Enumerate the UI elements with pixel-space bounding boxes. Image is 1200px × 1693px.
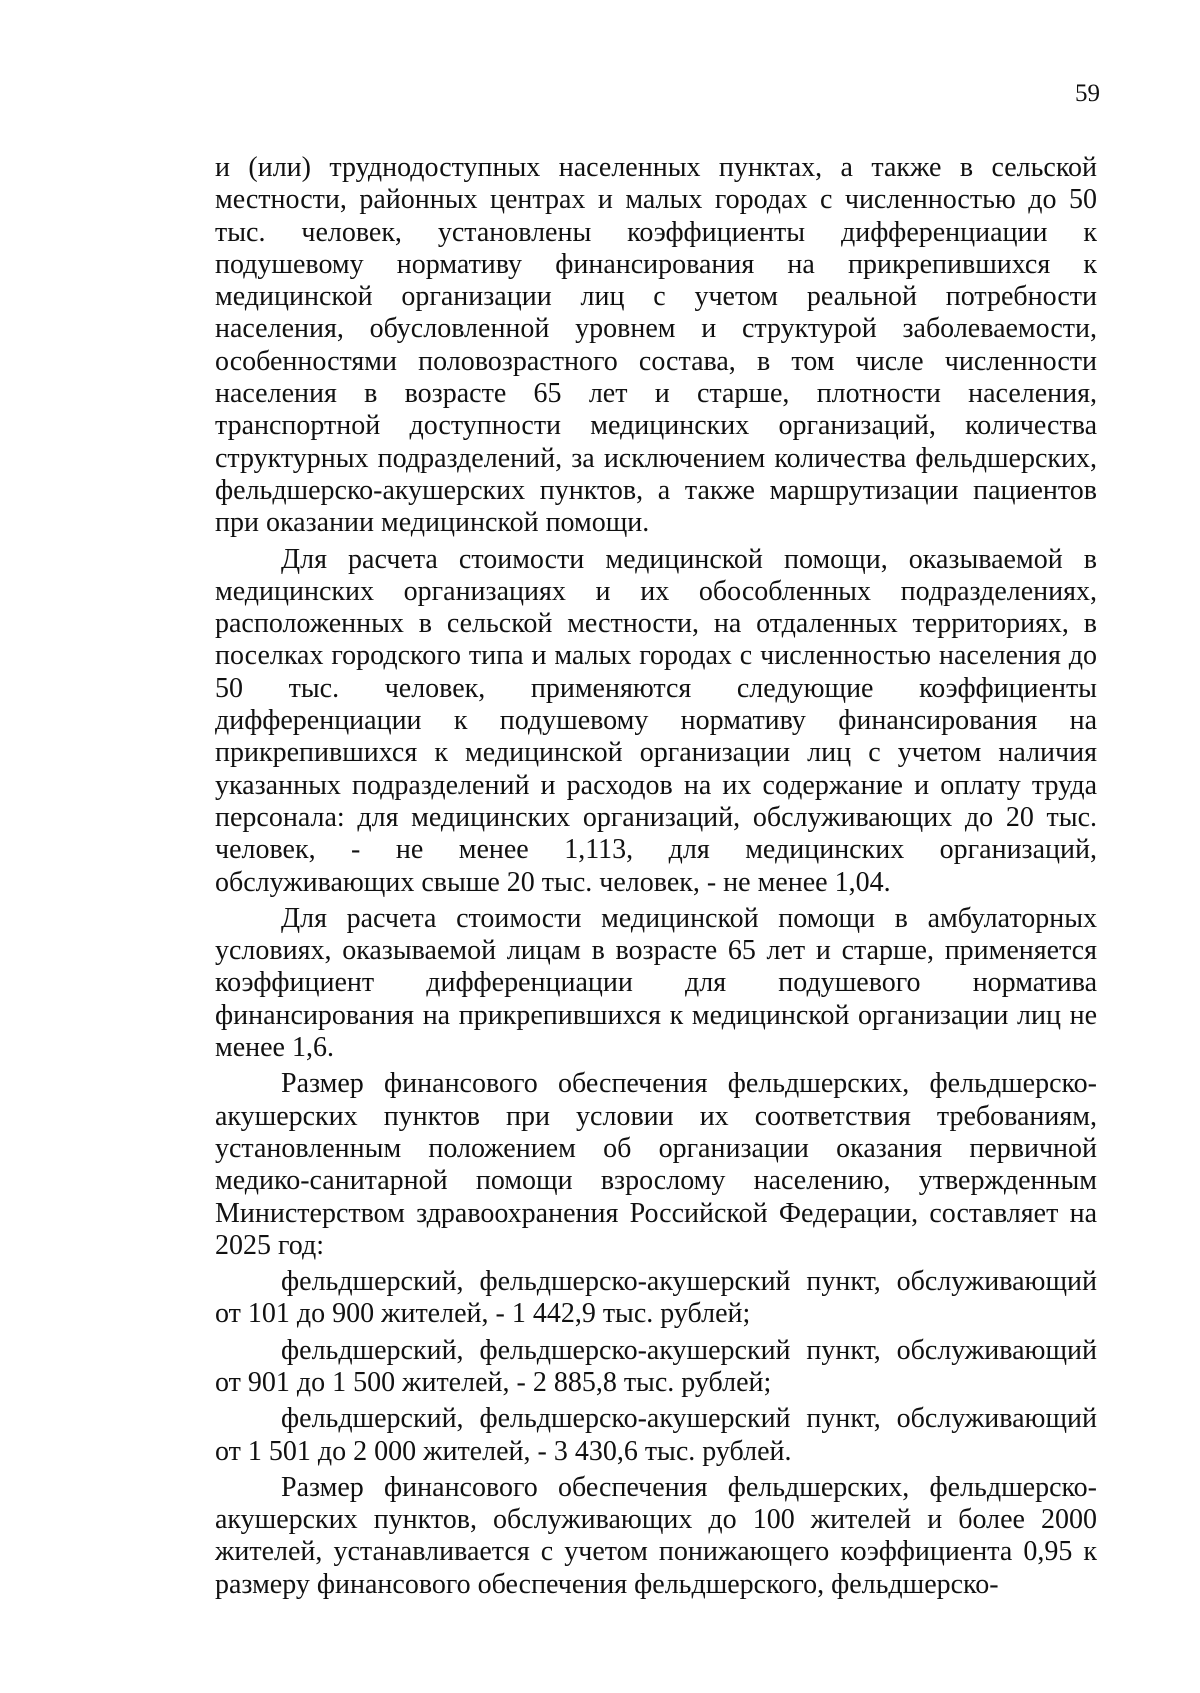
paragraph-cost-coefficients: Для расчета стоимости медицинской помощи, оказываемой в медицинских организациях и их обособленных подразделениях, расположенных в сельской местности, на отдаленных территориях, в поселках городского типа и малых городах с численностью населения до 50 тыс. человек, применяются следующие коэффициенты дифференциации к подушевому нормативу финансирования на прикрепившихся к медицинской организации лиц с учетом наличия указанных подразделений и расходов на их содержание и оплату труда персонала: для медицинских организаций, обслуживающих до 20 тыс. человек, - не менее 1,113, для медицинских организаций, обслуживающих свыше 20 тыс. человек, - не менее 1,04. bbox=[215, 543, 1097, 898]
paragraph-reducing-coefficient: Размер финансового обеспечения фельдшерских, фельдшерско-акушерских пунктов, обслуживающих до 100 жителей и более 2000 жителей, устанавливается с учетом понижающего коэффициента 0,95 к размеру финансового обеспечения фельдшерского, фельдшерско- bbox=[215, 1471, 1097, 1600]
document-body bbox=[215, 152, 1097, 1605]
list-item-fap-1501-2000: фельдшерский, фельдшерско-акушерский пункт, обслуживающий от 1 501 до 2 000 жителей, - 3 430,6 тыс. рублей. bbox=[215, 1403, 1097, 1467]
list-item-fap-101-900: фельдшерский, фельдшерско-акушерский пункт, обслуживающий от 101 до 900 жителей, - 1 442,9 тыс. рублей; bbox=[215, 1266, 1097, 1330]
paragraph-continuation: и (или) труднодоступных населенных пунктах, а также в сельской местности, районных центрах и малых городах с численностью до 50 тыс. человек, установлены коэффициенты дифференциации к подушевому нормативу финансирования на прикрепившихся к медицинской организации лиц с учетом реальной потребности населения, обусловленной уровнем и структурой заболеваемости, особенностями половозрастного состава, в том числе численности населения в возрасте 65 лет и старше, плотности населения, транспортной доступности медицинских организаций, количества структурных подразделений, за исключением количества фельдшерских, фельдшерско-акушерских пунктов, а также маршрутизации пациентов при оказании медицинской помощи. bbox=[215, 152, 1097, 539]
paragraph-age-65-coefficient: Для расчета стоимости медицинской помощи в амбулаторных условиях, оказываемой лицам в возрасте 65 лет и старше, применяется коэффициент дифференциации для подушевого норматива финансирования на прикрепившихся к медицинской организации лиц не менее 1,6. bbox=[215, 902, 1097, 1064]
list-item-fap-901-1500: фельдшерский, фельдшерско-акушерский пункт, обслуживающий от 901 до 1 500 жителей, - 2 885,8 тыс. рублей; bbox=[215, 1334, 1097, 1398]
paragraph-fap-financing: Размер финансового обеспечения фельдшерских, фельдшерско-акушерских пунктов при условии их соответствия требованиям, установленным положением об организации оказания первичной медико-санитарной помощи взрослому населению, утвержденным Министерством здравоохранения Российской Федерации, составляет на 2025 год: bbox=[215, 1068, 1097, 1261]
page-number: 59 bbox=[1075, 80, 1100, 107]
